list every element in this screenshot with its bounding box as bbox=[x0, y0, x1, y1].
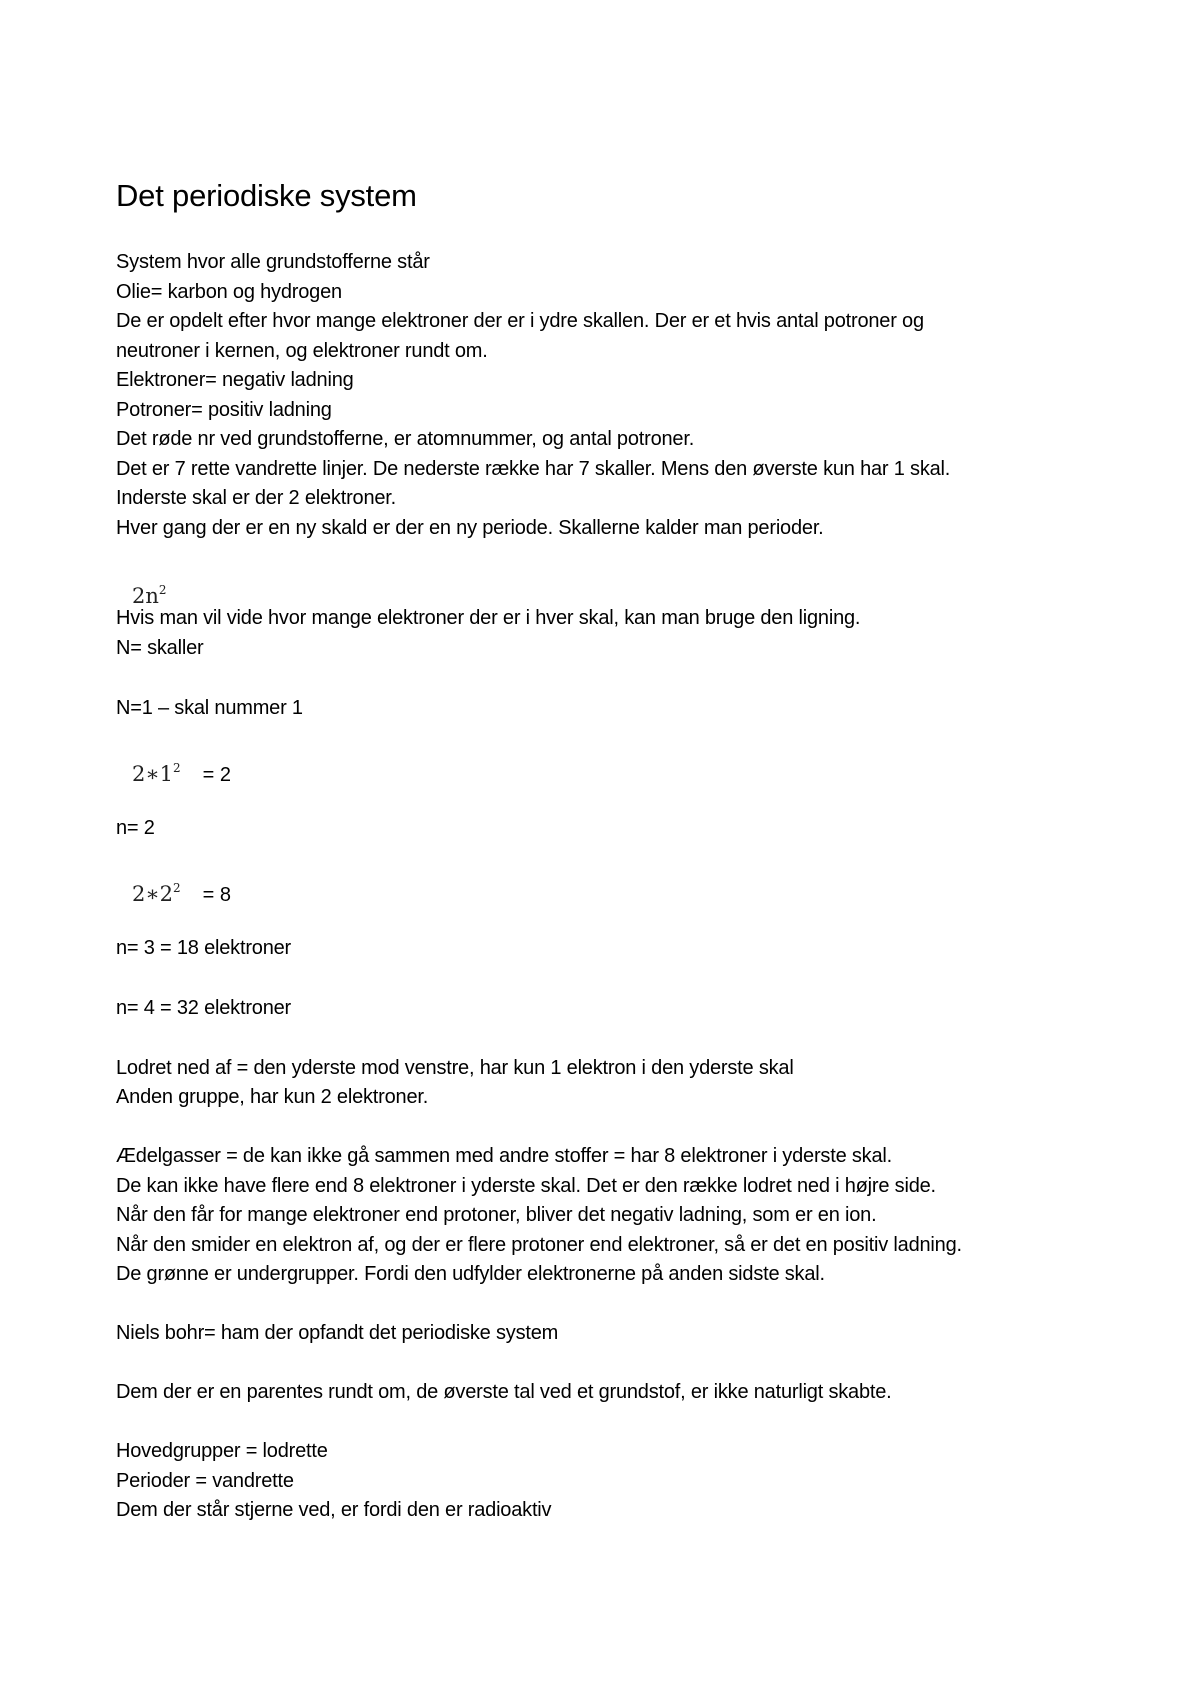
text-line: De er opdelt efter hvor mange elektroner der er i ydre skallen. Der er et hvis antal potroner og bbox=[116, 310, 924, 332]
text-line: Anden gruppe, har kun 2 elektroner. bbox=[116, 1086, 429, 1108]
text-line: Lodret ned af = den yderste mod venstre, har kun 1 elektron i den yderste skal bbox=[116, 1057, 794, 1079]
text-line: Potroner= positiv ladning bbox=[116, 399, 332, 421]
text-line: Hvis man vil vide hvor mange elektroner der er i hver skal, kan man bruge den ligning. bbox=[116, 607, 861, 629]
formula-exponent: 2 bbox=[173, 761, 181, 775]
text-line: Perioder = vandrette bbox=[116, 1470, 294, 1492]
formula-exponent: 2 bbox=[173, 881, 181, 895]
text-line: System hvor alle grundstofferne står bbox=[116, 251, 430, 273]
text-line: De kan ikke have flere end 8 elektroner i yderste skal. Det er den række lodret ned i højre side. bbox=[116, 1175, 936, 1197]
text-line: Hver gang der er en ny skald er der en ny periode. Skallerne kalder man perioder. bbox=[116, 517, 824, 539]
text-line: De grønne er undergrupper. Fordi den udfylder elektronerne på anden sidste skal. bbox=[116, 1263, 825, 1285]
formula-n1 bbox=[132, 754, 231, 789]
formula-result: = 2 bbox=[202, 764, 231, 786]
text-line: Hovedgrupper = lodrette bbox=[116, 1440, 328, 1462]
text-line: Det er 7 rette vandrette linjer. De nederste række har 7 skaller. Mens den øverste kun har 1 skal. bbox=[116, 458, 951, 480]
text-line: n= 3 = 18 elektroner bbox=[116, 937, 292, 959]
formula-exponent: 2 bbox=[158, 583, 167, 597]
formula-result: = 8 bbox=[202, 884, 231, 906]
text-line: neutroner i kernen, og elektroner rundt om. bbox=[116, 340, 488, 362]
text-line: n= 4 = 32 elektroner bbox=[116, 997, 292, 1019]
formula-base: 2∗1 bbox=[132, 762, 173, 786]
text-line: n= 2 bbox=[116, 817, 155, 839]
text-line: Når den får for mange elektroner end protoner, bliver det negativ ladning, som er en ion. bbox=[116, 1204, 877, 1226]
text-line: Ædelgasser = de kan ikke gå sammen med andre stoffer = har 8 elektroner i yderste skal. bbox=[116, 1145, 892, 1167]
text-line: N=1 – skal nummer 1 bbox=[116, 697, 303, 719]
text-line: Når den smider en elektron af, og der er flere protoner end elektroner, så er det en positiv ladning. bbox=[116, 1234, 962, 1256]
text-line: Elektroner= negativ ladning bbox=[116, 369, 354, 391]
formula-n2 bbox=[132, 874, 231, 909]
formula-base: 2n bbox=[132, 584, 159, 608]
text-line: Dem der er en parentes rundt om, de øverste tal ved et grundstof, er ikke naturligt skabte. bbox=[116, 1381, 892, 1403]
formula-base: 2∗2 bbox=[132, 882, 173, 906]
text-line: Olie= karbon og hydrogen bbox=[116, 281, 342, 303]
text-line: Dem der står stjerne ved, er fordi den er radioaktiv bbox=[116, 1499, 552, 1521]
text-line: Inderste skal er der 2 elektroner. bbox=[116, 487, 397, 509]
text-line: N= skaller bbox=[116, 637, 204, 659]
page-title: Det periodiske system bbox=[116, 178, 417, 213]
text-line: Niels bohr= ham der opfandt det periodiske system bbox=[116, 1322, 559, 1344]
text-line: Det røde nr ved grundstofferne, er atomnummer, og antal potroner. bbox=[116, 428, 695, 450]
